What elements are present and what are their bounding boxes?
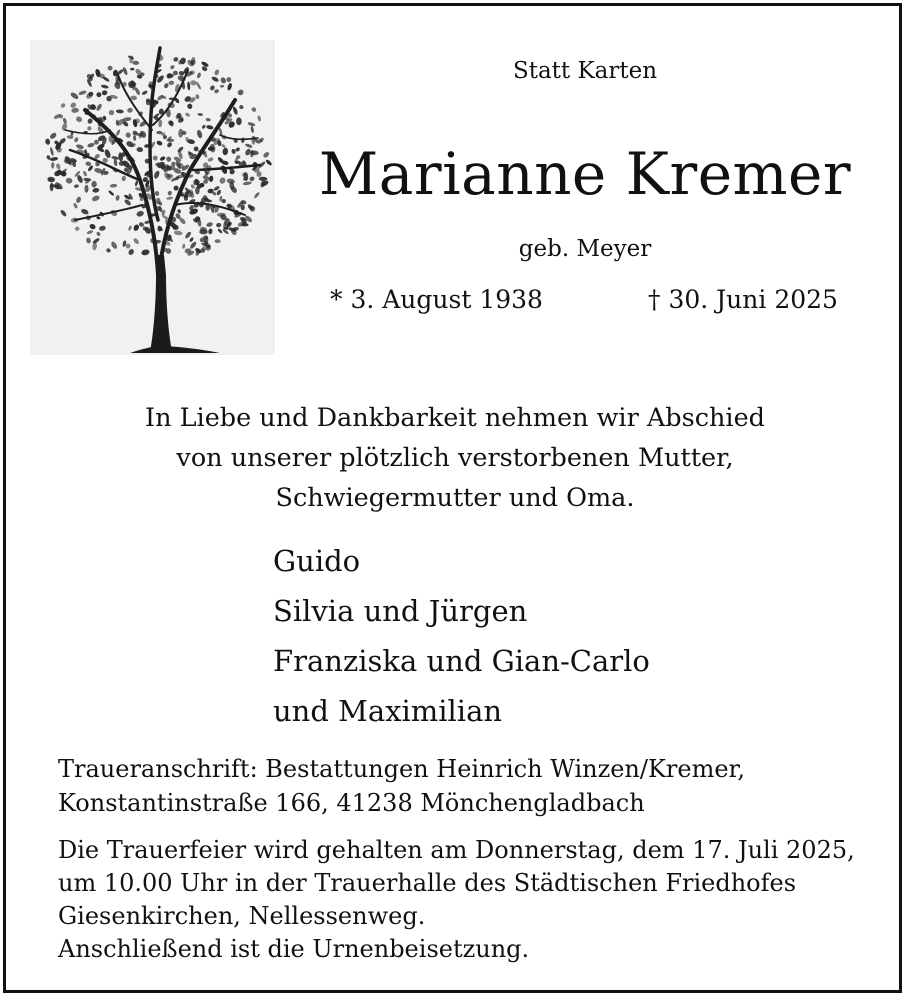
family-names <box>273 536 650 736</box>
family-name: und Maximilian <box>273 694 503 728</box>
funeral-service-info <box>58 834 855 966</box>
service-line: Anschließend ist die Urnenbeisetzung. <box>58 935 530 963</box>
deceased-name: Marianne Kremer <box>318 140 852 208</box>
family-name: Silvia und Jürgen <box>273 594 528 628</box>
service-line: Giesenkirchen, Nellessenweg. <box>58 902 426 930</box>
birth-date: * 3. August 1938 <box>330 285 543 314</box>
farewell-message <box>60 398 850 518</box>
message-line: von unserer plötzlich verstorbenen Mutter, <box>176 443 734 473</box>
family-name: Franziska und Gian-Carlo <box>273 644 650 678</box>
tree-icon <box>30 40 275 355</box>
service-line: Die Trauerfeier wird gehalten am Donnerstag, dem 17. Juli 2025, <box>58 836 855 864</box>
message-line: Schwiegermutter und Oma. <box>275 483 635 513</box>
maiden-name: geb. Meyer <box>518 236 652 262</box>
death-date: † 30. Juni 2025 <box>648 285 838 314</box>
family-name: Guido <box>273 544 361 578</box>
address-line: Traueranschrift: Bestattungen Heinrich Winzen/Kremer, <box>58 755 745 783</box>
address-line: Konstantinstraße 166, 41238 Mönchengladbach <box>58 789 645 817</box>
mourning-address <box>58 752 745 820</box>
message-line: In Liebe und Dankbarkeit nehmen wir Abschied <box>145 403 765 433</box>
statt-karten: Statt Karten <box>512 58 658 84</box>
service-line: um 10.00 Uhr in der Trauerhalle des Städtischen Friedhofes <box>58 869 797 897</box>
